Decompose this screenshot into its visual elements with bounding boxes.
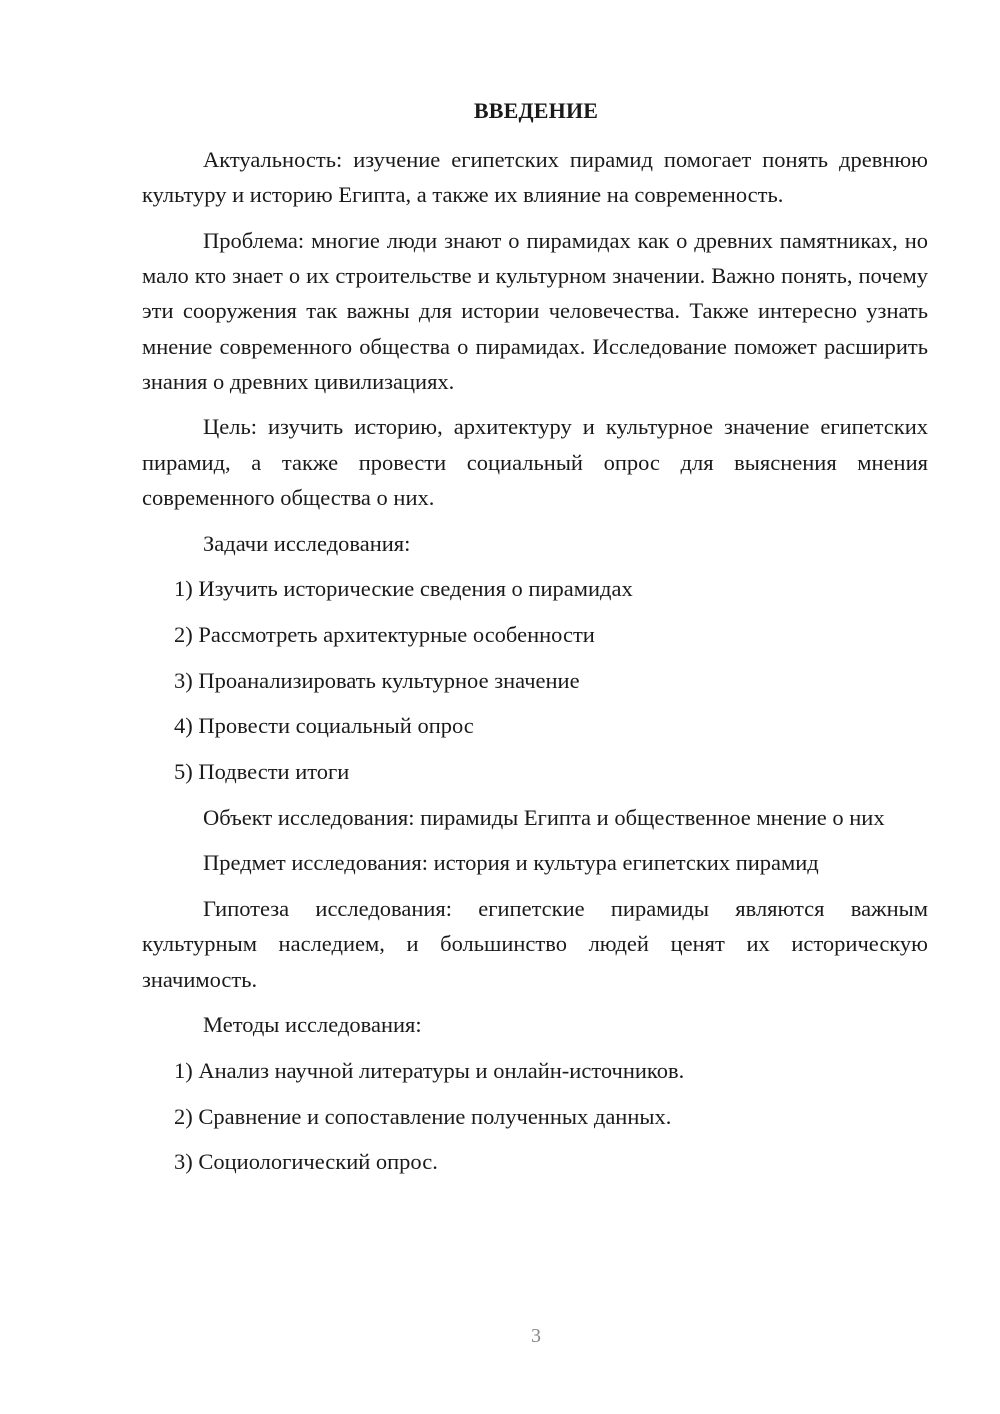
relevance-paragraph: Актуальность: изучение египетских пирамид помогает понять древнюю культуру и историю Египта, а также их влияние на современность. — [142, 147, 928, 208]
subject-paragraph: Предмет исследования: история и культура египетских пирамид — [203, 850, 819, 876]
page-number: 3 — [531, 1325, 541, 1347]
method-item-3: 3) Социологический опрос. — [174, 1149, 438, 1175]
goal-paragraph: Цель: изучить историю, архитектуру и культурное значение египетских пирамид, а также провести социальный опрос для выяснения мнения современного общества о них. — [142, 414, 928, 510]
task-item-4: 4) Провести социальный опрос — [174, 713, 474, 739]
hypothesis-paragraph: Гипотеза исследования: египетские пирамиды являются важным культурным наследием, и большинство людей ценят их историческую значимость. — [142, 896, 928, 992]
task-item-2: 2) Рассмотреть архитектурные особенности — [174, 621, 595, 647]
method-item-1: 1) Анализ научной литературы и онлайн-источников. — [174, 1057, 685, 1083]
problem-paragraph: Проблема: многие люди знают о пирамидах как о древних памятниках, но мало кто знает о их строительстве и культурном значении. Важно понять, почему эти сооружения так важны для истории человечества. Также интересно узнать мнение современного общества о пирамидах. Исследование поможет расширить знания о древних цивилизациях. — [142, 227, 928, 394]
object-paragraph: Объект исследования: пирамиды Египта и общественное мнение о них — [203, 804, 885, 830]
tasks-heading: Задачи исследования: — [203, 530, 411, 556]
task-item-3: 3) Проанализировать культурное значение — [174, 667, 580, 693]
body-text — [142, 142, 928, 1190]
method-item-2: 2) Сравнение и сопоставление полученных данных. — [174, 1103, 672, 1129]
task-item-5: 5) Подвести итоги — [174, 759, 350, 785]
task-item-1: 1) Изучить исторические сведения о пирамидах — [174, 576, 633, 602]
section-title: ВВЕДЕНИЕ — [473, 98, 599, 123]
methods-heading: Методы исследования: — [203, 1012, 422, 1038]
